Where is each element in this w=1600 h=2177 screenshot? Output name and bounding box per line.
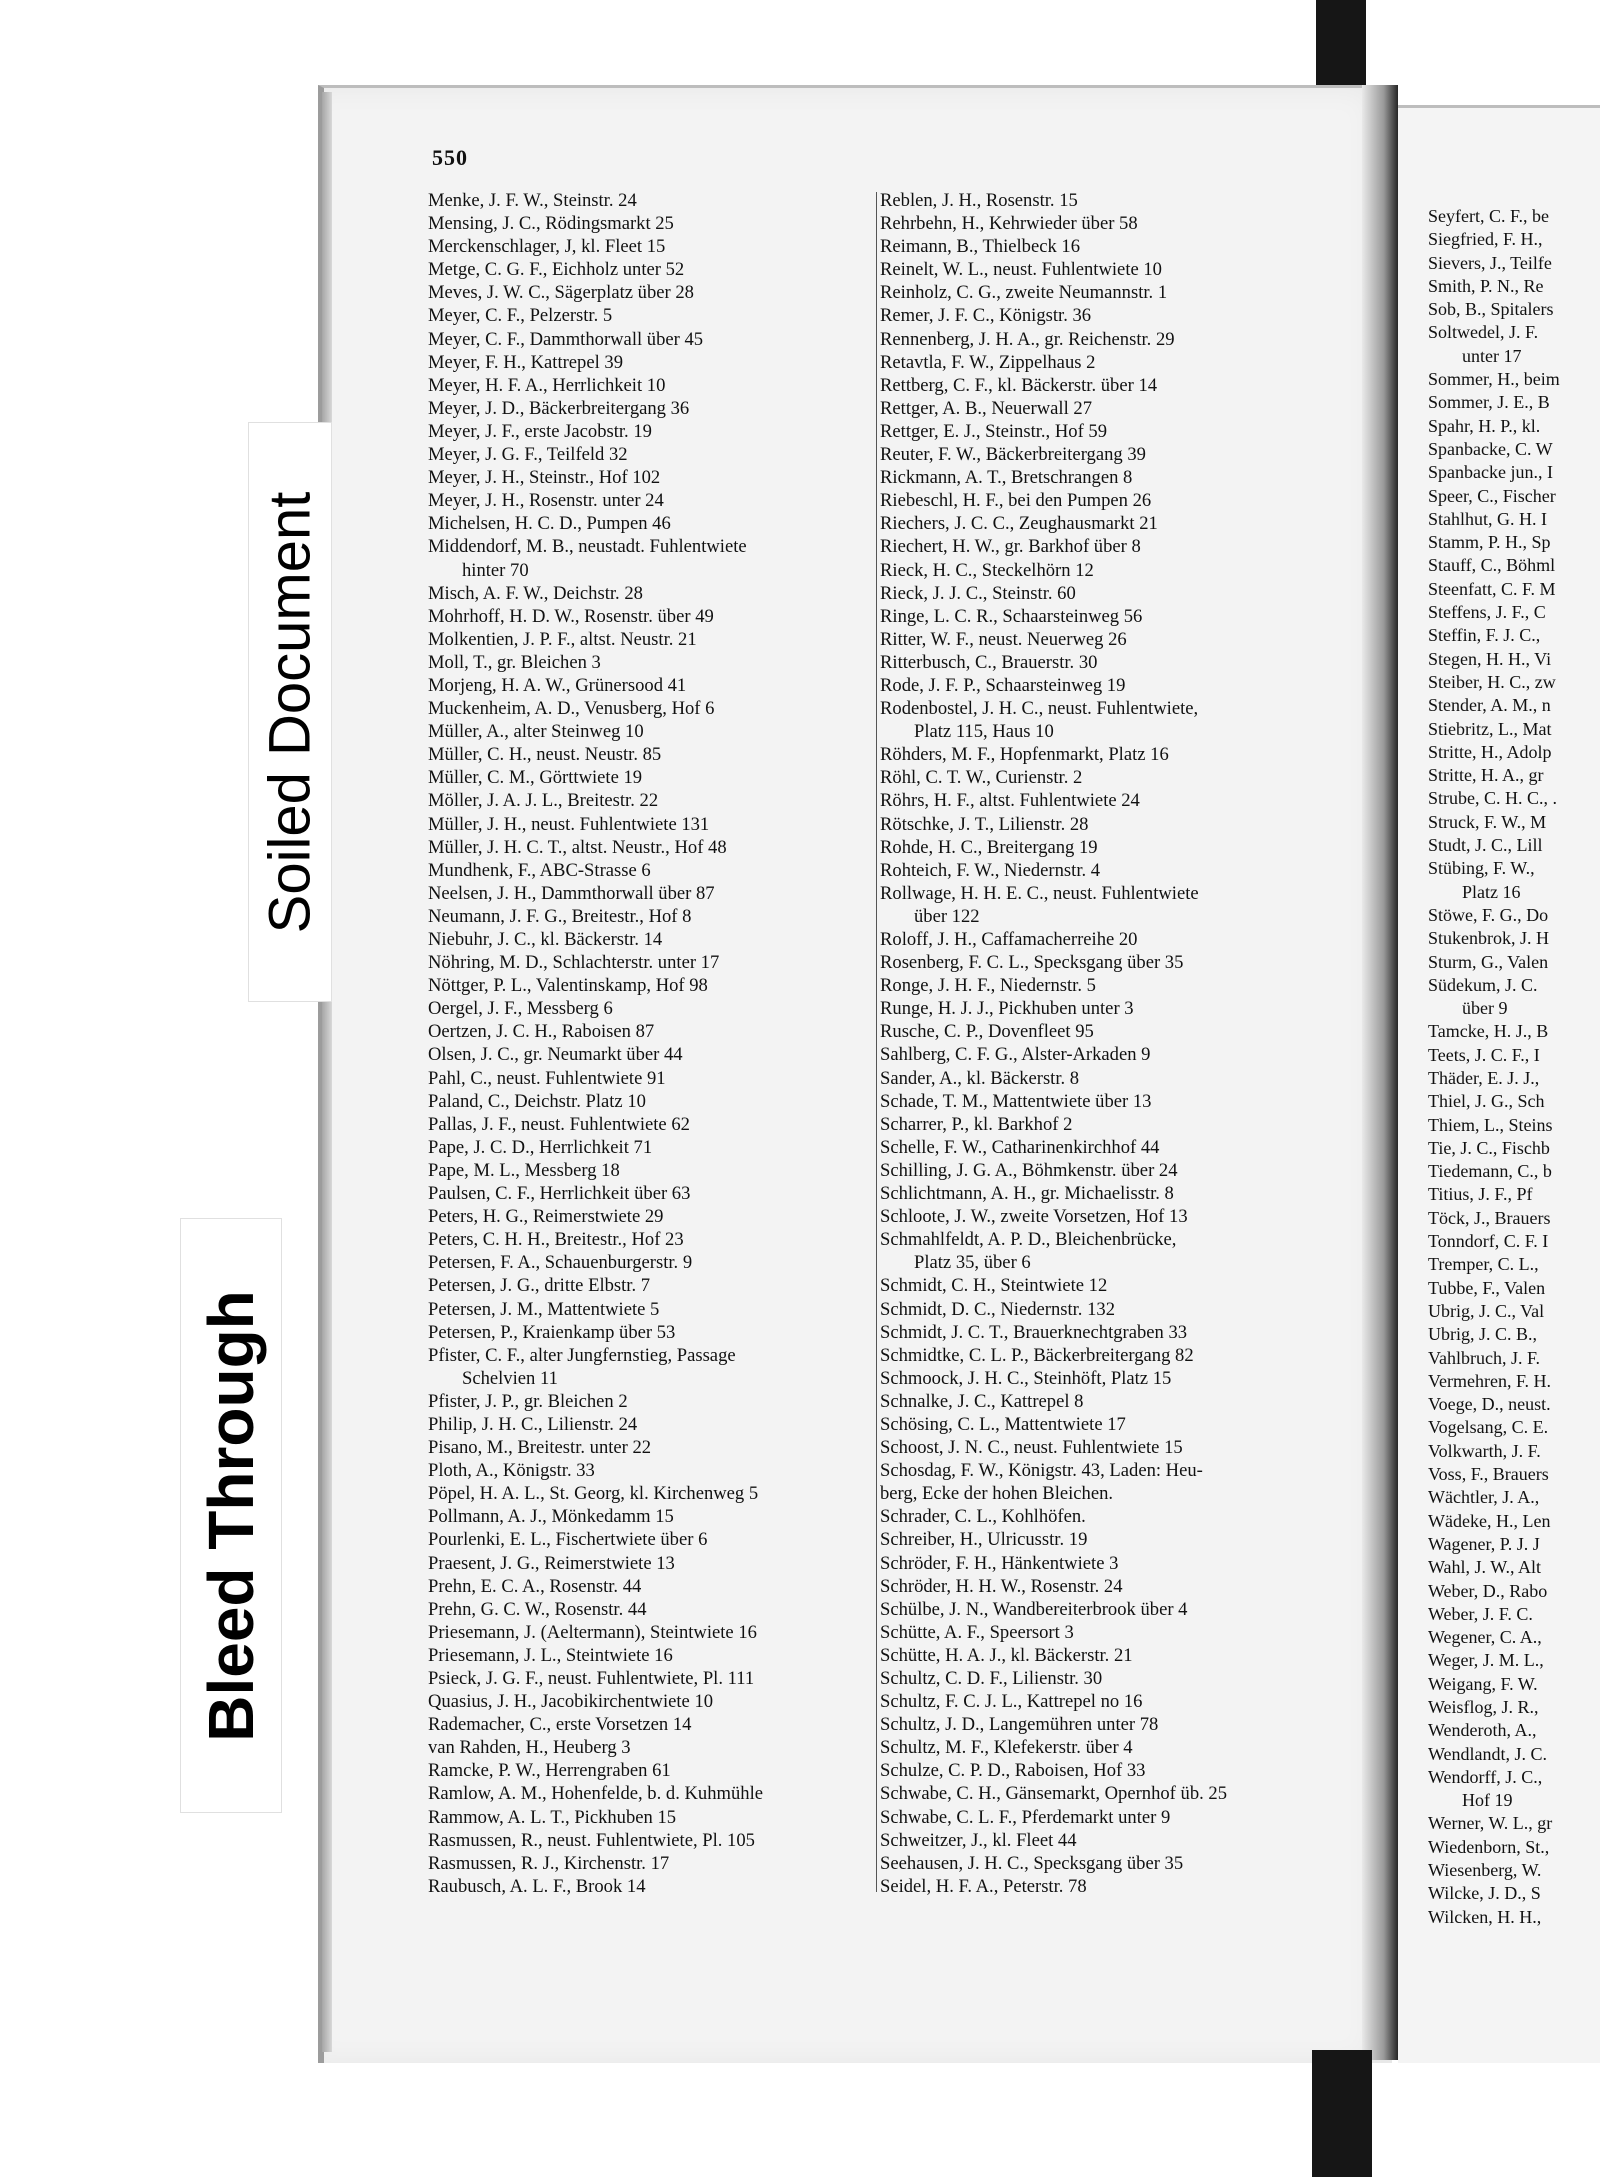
directory-entry: Pape, J. C. D., Herrlichkeit 71	[428, 1136, 653, 1158]
directory-entry: Schütte, A. F., Speersort 3	[880, 1621, 1074, 1643]
binding-gutter	[1362, 85, 1398, 2060]
directory-entry: Platz 16	[1462, 881, 1521, 902]
directory-entry: Stübing, F. W.,	[1428, 858, 1535, 879]
page-number: 550	[432, 145, 468, 170]
directory-entry: Tiedemann, C., b	[1428, 1161, 1552, 1182]
directory-entry: Reinelt, W. L., neust. Fuhlentwiete 10	[880, 259, 1162, 281]
directory-entry: Spahr, H. P., kl.	[1428, 415, 1541, 436]
directory-entry: Steenfatt, C. F. M	[1428, 578, 1556, 599]
directory-entry: unter 17	[1462, 345, 1522, 366]
directory-entry: Ubrig, J. C., Val	[1428, 1300, 1545, 1321]
left-page-edge	[322, 92, 332, 2052]
directory-entry: Schultz, M. F., Klefekerstr. über 4	[880, 1737, 1133, 1759]
directory-entry: Müller, J. H. C. T., altst. Neustr., Hof 48	[428, 836, 727, 858]
directory-entry: Schwabe, C. L. F., Pferdemarkt unter 9	[880, 1806, 1171, 1828]
directory-entry: Rickmann, A. T., Bretschrangen 8	[880, 467, 1133, 489]
directory-entry: Schultz, F. C. J. L., Kattrepel no 16	[880, 1691, 1143, 1713]
directory-entry: Wädeke, H., Len	[1428, 1510, 1551, 1531]
directory-entry: Ubrig, J. C. B.,	[1428, 1324, 1538, 1345]
directory-entry: Psieck, J. G. F., neust. Fuhlentwiete, Pl. 111	[428, 1668, 755, 1689]
directory-entry: Stender, A. M., n	[1428, 695, 1551, 716]
directory-entry: Stahlhut, G. H. I	[1428, 508, 1547, 529]
directory-entry: Schröder, H. H. W., Rosenstr. 24	[880, 1575, 1123, 1597]
directory-entry: Seyfert, C. F., be	[1428, 206, 1550, 226]
directory-entry: Weber, J. F. C.	[1428, 1603, 1533, 1624]
directory-entry: Weisflog, J. R.,	[1428, 1697, 1539, 1717]
directory-column-right	[1428, 205, 1600, 1929]
directory-entry: Sturm, G., Valen	[1428, 951, 1549, 972]
directory-entry: Reuter, F. W., Bäckerbreitergang 39	[880, 444, 1146, 466]
directory-entry: Spanbacke jun., I	[1428, 462, 1553, 483]
directory-entry: Ramlow, A. M., Hohenfelde, b. d. Kuhmühle	[428, 1783, 763, 1805]
directory-entry: Rodenbostel, J. H. C., neust. Fuhlentwiete,	[880, 698, 1199, 720]
directory-entry: Müller, C. M., Görttwiete 19	[428, 767, 643, 789]
directory-entry: Sommer, J. E., B	[1428, 392, 1550, 413]
directory-entry: Sievers, J., Teilfe	[1428, 252, 1552, 273]
directory-entry: Müller, J. H., neust. Fuhlentwiete 131	[428, 813, 710, 835]
directory-entry: Sob, B., Spitalers	[1428, 299, 1554, 320]
directory-entry: Meyer, C. F., Pelzerstr. 5	[428, 305, 613, 327]
directory-entry: Remer, J. F. C., Königstr. 36	[880, 305, 1092, 327]
directory-entry: Meyer, C. F., Dammthorwall über 45	[428, 328, 704, 350]
directory-entry: Wagener, P. J. J	[1428, 1533, 1540, 1554]
directory-entry: Runge, H. J. J., Pickhuben unter 3	[880, 998, 1134, 1020]
directory-entry: Platz 35, über 6	[914, 1252, 1031, 1274]
directory-entry: Schulze, C. P. D., Raboisen, Hof 33	[880, 1760, 1146, 1782]
directory-entry: Schülbe, J. N., Wandbereiterbrook über 4	[880, 1598, 1188, 1620]
directory-entry: Schmidt, J. C. T., Brauerknechtgraben 33	[880, 1321, 1188, 1343]
directory-entry: Peters, C. H. H., Breitestr., Hof 23	[428, 1229, 684, 1251]
scanner-edge-bottom	[1312, 2050, 1372, 2177]
soiled-document-label	[248, 422, 332, 1002]
directory-entry: Retavtla, F. W., Zippelhaus 2	[880, 351, 1096, 373]
directory-entry: Meyer, J. F., erste Jacobstr. 19	[428, 420, 652, 442]
directory-entry: Schloote, J. W., zweite Vorsetzen, Hof 13	[880, 1206, 1188, 1228]
directory-entry: Pollmann, A. J., Mönkedamm 15	[428, 1506, 674, 1528]
directory-entry: Tamcke, H. J., B	[1428, 1021, 1549, 1042]
directory-entry: Mensing, J. C., Rödingsmarkt 25	[428, 213, 674, 235]
directory-entry: Wenderoth, A.,	[1428, 1720, 1537, 1741]
directory-entry: Schilling, J. G. A., Böhmkenstr. über 24	[880, 1159, 1178, 1181]
directory-entry: Sahlberg, C. F. G., Alster-Arkaden 9	[880, 1044, 1151, 1066]
directory-entry: Rammow, A. L. T., Pickhuben 15	[428, 1806, 677, 1828]
directory-entry: Tie, J. C., Fischb	[1428, 1137, 1550, 1158]
column-divider	[876, 192, 877, 1892]
directory-entry: Meyer, H. F. A., Herrlichkeit 10	[428, 374, 666, 396]
directory-entry: Ploth, A., Königstr. 33	[428, 1460, 595, 1482]
directory-entry: Wendorff, J. C.,	[1428, 1766, 1543, 1787]
directory-entry: Petersen, F. A., Schauenburgerstr. 9	[428, 1252, 693, 1274]
directory-entry: Röhl, C. T. W., Curienstr. 2	[880, 767, 1083, 789]
directory-entry: Südekum, J. C.	[1428, 974, 1538, 995]
directory-entry: Merckenschlager, J, kl. Fleet 15	[428, 236, 666, 258]
directory-entry: Ritterbusch, C., Brauerstr. 30	[880, 651, 1098, 673]
directory-entry: Ramcke, P. W., Herrengraben 61	[428, 1760, 671, 1782]
directory-entry: Röhders, M. F., Hopfenmarkt, Platz 16	[880, 744, 1169, 766]
directory-entry: Volkwarth, J. F.	[1428, 1440, 1541, 1461]
directory-entry: Pöpel, H. A. L., St. Georg, kl. Kirchenweg 5	[428, 1483, 759, 1505]
directory-entry: Wilcken, H. H.,	[1428, 1906, 1542, 1927]
directory-entry: hinter 70	[462, 559, 529, 581]
directory-entry: Priesemann, J. L., Steintwiete 16	[428, 1644, 673, 1666]
directory-entry: Morjeng, H. A. W., Grünersood 41	[428, 674, 687, 696]
directory-entry: Meyer, J. D., Bäckerbreitergang 36	[428, 397, 690, 419]
directory-entry: Riechers, J. C. C., Zeughausmarkt 21	[880, 513, 1158, 535]
directory-entry: Spanbacke, C. W	[1428, 438, 1553, 459]
directory-entry: Pfister, J. P., gr. Bleichen 2	[428, 1390, 628, 1412]
directory-entry: Röhrs, H. F., altst. Fuhlentwiete 24	[880, 790, 1140, 812]
directory-entry: Nöhring, M. D., Schlachterstr. unter 17	[428, 952, 720, 974]
directory-entry: Thiem, L., Steins	[1428, 1114, 1553, 1135]
directory-entry: Wendlandt, J. C.	[1428, 1743, 1548, 1764]
directory-entry: Riebeschl, H. F., bei den Pumpen 26	[880, 490, 1152, 512]
directory-entry: Rettger, E. J., Steinstr., Hof 59	[880, 420, 1108, 442]
directory-entry: Stamm, P. H., Sp	[1428, 532, 1551, 553]
directory-entry: Vogelsang, C. E.	[1428, 1417, 1549, 1438]
directory-entry: Titius, J. F., Pf	[1428, 1184, 1533, 1205]
directory-entry: Petersen, P., Kraienkamp über 53	[428, 1321, 676, 1343]
directory-entry: Schnalke, J. C., Kattrepel 8	[880, 1390, 1084, 1412]
directory-entry: Riechert, H. W., gr. Barkhof über 8	[880, 536, 1141, 558]
directory-entry: Rieck, H. C., Steckelhörn 12	[880, 559, 1094, 581]
directory-entry: Olsen, J. C., gr. Neumarkt über 44	[428, 1044, 683, 1066]
directory-entry: Sommer, H., beim	[1428, 369, 1560, 390]
directory-entry: Schreiber, H., Ulricusstr. 19	[880, 1529, 1088, 1551]
directory-entry: Schultz, C. D. F., Lilienstr. 30	[880, 1668, 1103, 1689]
directory-entry: Stöwe, F. G., Do	[1428, 904, 1549, 925]
directory-entry: Ronge, J. H. F., Niedernstr. 5	[880, 975, 1096, 997]
directory-entry: Reimann, B., Thielbeck 16	[880, 236, 1081, 258]
directory-entry: Meyer, F. H., Kattrepel 39	[428, 351, 624, 373]
directory-entry: Metge, C. G. F., Eichholz unter 52	[428, 259, 685, 281]
directory-entry: Scharrer, P., kl. Barkhof 2	[880, 1113, 1073, 1135]
directory-entry: Schmidt, C. H., Steintwiete 12	[880, 1275, 1108, 1297]
directory-entry: Moll, T., gr. Bleichen 3	[428, 651, 601, 673]
directory-entry: Soltwedel, J. F.	[1428, 322, 1539, 343]
directory-entry: Weger, J. M. L.,	[1428, 1650, 1544, 1671]
directory-entry: Pisano, M., Breitestr. unter 22	[428, 1437, 652, 1459]
directory-entry: Hof 19	[1462, 1790, 1513, 1811]
directory-entry: Oergel, J. F., Messberg 6	[428, 998, 613, 1020]
directory-entry: Rosenberg, F. C. L., Specksgang über 35	[880, 952, 1184, 974]
directory-entry: über 122	[914, 905, 980, 927]
directory-entry: Steffin, F. J. C.,	[1428, 625, 1541, 646]
directory-entry: Smith, P. N., Re	[1428, 275, 1544, 296]
directory-entry: Seehausen, J. H. C., Specksgang über 35	[880, 1852, 1184, 1874]
directory-entry: Mohrhoff, H. D. W., Rosenstr. über 49	[428, 605, 714, 627]
directory-entry: berg, Ecke der hohen Bleichen.	[880, 1483, 1114, 1505]
directory-entry: Wilcke, J. D., S	[1428, 1883, 1541, 1904]
directory-entry: Rehrbehn, H., Kehrwieder über 58	[880, 213, 1138, 235]
directory-entry: Niebuhr, J. C., kl. Bäckerstr. 14	[428, 929, 663, 950]
directory-entry: Studt, J. C., Lill	[1428, 835, 1543, 856]
directory-entry: Stritte, H., Adolp	[1428, 741, 1552, 762]
directory-entry: Neumann, J. F. G., Breitestr., Hof 8	[428, 905, 692, 927]
directory-entry: Möller, J. A. J. L., Breitestr. 22	[428, 790, 659, 812]
directory-entry: Schütte, H. A. J., kl. Bäckerstr. 21	[880, 1644, 1133, 1666]
directory-entry: Middendorf, M. B., neustadt. Fuhlentwiete	[428, 536, 747, 558]
directory-entry: Wegener, C. A.,	[1428, 1627, 1542, 1648]
directory-entry: Prehn, E. C. A., Rosenstr. 44	[428, 1575, 642, 1597]
directory-entry: Philip, J. H. C., Lilienstr. 24	[428, 1413, 638, 1435]
directory-entry: Nöttger, P. L., Valentinskamp, Hof 98	[428, 975, 708, 997]
directory-entry: Wächtler, J. A.,	[1428, 1487, 1540, 1508]
directory-entry: Tubbe, F., Valen	[1428, 1277, 1546, 1298]
directory-entry: Reblen, J. H., Rosenstr. 15	[880, 190, 1078, 211]
directory-entry: Schmidt, D. C., Niedernstr. 132	[880, 1298, 1115, 1320]
directory-entry: Michelsen, H. C. D., Pumpen 46	[428, 513, 671, 535]
directory-entry: Rötschke, J. T., Lilienstr. 28	[880, 813, 1089, 835]
directory-entry: Prehn, G. C. W., Rosenstr. 44	[428, 1598, 647, 1620]
directory-entry: Stiebritz, L., Mat	[1428, 718, 1552, 739]
directory-entry: Quasius, J. H., Jacobikirchentwiete 10	[428, 1691, 714, 1713]
directory-entry: Schröder, F. H., Hänkentwiete 3	[880, 1552, 1119, 1574]
directory-entry: Schrader, C. L., Kohlhöfen.	[880, 1506, 1086, 1528]
directory-entry: Wiesenberg, W.	[1428, 1860, 1542, 1881]
directory-entry: Siegfried, F. H.,	[1428, 229, 1543, 250]
directory-entry: Rettger, A. B., Neuerwall 27	[880, 397, 1093, 419]
directory-entry: Sander, A., kl. Bäckerstr. 8	[880, 1067, 1080, 1089]
directory-entry: Reinholz, C. G., zweite Neumannstr. 1	[880, 282, 1168, 304]
directory-entry: Mundhenk, F., ABC-Strasse 6	[428, 859, 651, 881]
directory-entry: Stukenbrok, J. H	[1428, 928, 1549, 949]
directory-entry: Müller, A., alter Steinweg 10	[428, 721, 644, 743]
directory-entry: Meyer, J. G. F., Teilfeld 32	[428, 444, 628, 466]
directory-entry: Steffens, J. F., C	[1428, 602, 1546, 623]
directory-entry: Schelvien 11	[462, 1367, 558, 1389]
directory-entry: Schosdag, F. W., Königstr. 43, Laden: Heu-	[880, 1460, 1203, 1482]
directory-entry: Schlichtmann, A. H., gr. Michaelisstr. 8	[880, 1183, 1174, 1205]
directory-entry: Steiber, H. C., zw	[1428, 671, 1556, 692]
directory-entry: Voss, F., Brauers	[1428, 1464, 1549, 1485]
directory-entry: Rettberg, C. F., kl. Bäckerstr. über 14	[880, 374, 1158, 396]
directory-entry: Paland, C., Deichstr. Platz 10	[428, 1090, 646, 1112]
directory-entry: Stritte, H. A., gr	[1428, 765, 1544, 786]
directory-column-middle	[880, 189, 1362, 1898]
directory-entry: Roloff, J. H., Caffamacherreihe 20	[880, 929, 1138, 950]
directory-entry: Tonndorf, C. F. I	[1428, 1231, 1549, 1252]
directory-entry: Rasmussen, R., neust. Fuhlentwiete, Pl. 105	[428, 1829, 755, 1851]
directory-entry: Pallas, J. F., neust. Fuhlentwiete 62	[428, 1113, 690, 1135]
directory-entry: Raubusch, A. L. F., Brook 14	[428, 1875, 646, 1897]
directory-entry: über 9	[1462, 998, 1508, 1019]
directory-entry: Menke, J. F. W., Steinstr. 24	[428, 190, 637, 211]
directory-entry: Rusche, C. P., Dovenfleet 95	[880, 1021, 1094, 1043]
directory-entry: Rohde, H. C., Breitergang 19	[880, 836, 1098, 858]
directory-entry: Ritter, W. F., neust. Neuerweg 26	[880, 628, 1127, 650]
directory-entry: Schweitzer, J., kl. Fleet 44	[880, 1829, 1077, 1851]
directory-entry: Rieck, J. J. C., Steinstr. 60	[880, 582, 1076, 604]
directory-entry: Misch, A. F. W., Deichstr. 28	[428, 582, 643, 604]
directory-entry: Praesent, J. G., Reimerstwiete 13	[428, 1552, 675, 1574]
directory-entry: Töck, J., Brauers	[1428, 1207, 1551, 1228]
directory-entry: Rollwage, H. H. E. C., neust. Fuhlentwiete	[880, 882, 1199, 904]
directory-entry: Platz 115, Haus 10	[914, 721, 1054, 743]
directory-entry: Stauff, C., Böhml	[1428, 555, 1556, 576]
directory-entry: Petersen, J. G., dritte Elbstr. 7	[428, 1275, 651, 1297]
directory-entry: Strube, C. H. C., .	[1428, 788, 1558, 809]
directory-entry: Schade, T. M., Mattentwiete über 13	[880, 1090, 1152, 1112]
directory-entry: Pahl, C., neust. Fuhlentwiete 91	[428, 1067, 666, 1089]
directory-entry: Tremper, C. L.,	[1428, 1254, 1539, 1275]
directory-entry: Pourlenki, E. L., Fischertwiete über 6	[428, 1529, 708, 1551]
directory-entry: Pape, M. L., Messberg 18	[428, 1159, 620, 1181]
directory-entry: Rohteich, F. W., Niedernstr. 4	[880, 859, 1101, 881]
directory-entry: Werner, W. L., gr	[1428, 1813, 1553, 1834]
directory-entry: Priesemann, J. (Aeltermann), Steintwiete 16	[428, 1621, 757, 1643]
directory-entry: Voege, D., neust.	[1428, 1394, 1551, 1415]
soiled-document-text: Soiled Document	[257, 491, 323, 933]
directory-entry: Wiedenborn, St.,	[1428, 1836, 1550, 1857]
directory-entry: Müller, C. H., neust. Neustr. 85	[428, 744, 662, 766]
directory-entry: Weber, D., Rabo	[1428, 1580, 1548, 1601]
directory-entry: Thäder, E. J. J.,	[1428, 1067, 1540, 1088]
directory-entry: Rennenberg, J. H. A., gr. Reichenstr. 29	[880, 328, 1175, 350]
directory-entry: Schmidtke, C. L. P., Bäckerbreitergang 82	[880, 1344, 1194, 1366]
directory-entry: Schwabe, C. H., Gänsemarkt, Opernhof üb. 25	[880, 1783, 1228, 1805]
directory-entry: Schösing, C. L., Mattentwiete 17	[880, 1413, 1126, 1435]
directory-entry: Paulsen, C. F., Herrlichkeit über 63	[428, 1183, 691, 1205]
directory-entry: Rademacher, C., erste Vorsetzen 14	[428, 1714, 692, 1736]
directory-entry: Seidel, H. F. A., Peterstr. 78	[880, 1875, 1087, 1897]
directory-entry: Weigang, F. W.	[1428, 1673, 1538, 1694]
directory-entry: Vermehren, F. H.	[1428, 1370, 1552, 1391]
directory-entry: Meyer, J. H., Steinstr., Hof 102	[428, 467, 661, 489]
directory-entry: Oertzen, J. C. H., Raboisen 87	[428, 1021, 655, 1043]
directory-entry: Meyer, J. H., Rosenstr. unter 24	[428, 490, 664, 512]
directory-entry: Struck, F. W., M	[1428, 811, 1547, 832]
directory-entry: Rasmussen, R. J., Kirchenstr. 17	[428, 1852, 670, 1874]
directory-entry: Neelsen, J. H., Dammthorwall über 87	[428, 882, 715, 904]
directory-entry: Rode, J. F. P., Schaarsteinweg 19	[880, 674, 1126, 696]
directory-entry: Thiel, J. G., Sch	[1428, 1091, 1545, 1112]
directory-entry: Teets, J. C. F., I	[1428, 1044, 1540, 1065]
directory-entry: Stegen, H. H., Vi	[1428, 648, 1552, 669]
directory-entry: Wahl, J. W., Alt	[1428, 1557, 1542, 1578]
directory-entry: van Rahden, H., Heuberg 3	[428, 1737, 631, 1759]
directory-column-left	[428, 189, 876, 1898]
directory-entry: Peters, H. G., Reimerstwiete 29	[428, 1206, 664, 1228]
directory-entry: Schmahlfeldt, A. P. D., Bleichenbrücke,	[880, 1229, 1177, 1251]
directory-entry: Schultz, J. D., Langemühren unter 78	[880, 1714, 1159, 1736]
directory-entry: Schoost, J. N. C., neust. Fuhlentwiete 15	[880, 1437, 1183, 1459]
directory-entry: Speer, C., Fischer	[1428, 485, 1556, 506]
directory-entry: Meves, J. W. C., Sägerplatz über 28	[428, 282, 694, 304]
directory-entry: Pfister, C. F., alter Jungfernstieg, Passage	[428, 1344, 736, 1366]
directory-entry: Vahlbruch, J. F.	[1428, 1347, 1541, 1368]
directory-entry: Molkentien, J. P. F., altst. Neustr. 21	[428, 628, 697, 650]
directory-entry: Muckenheim, A. D., Venusberg, Hof 6	[428, 698, 715, 720]
bleed-through-label	[180, 1218, 282, 1813]
directory-entry: Ringe, L. C. R., Schaarsteinweg 56	[880, 605, 1143, 627]
directory-entry: Schelle, F. W., Catharinenkirchhof 44	[880, 1136, 1160, 1158]
directory-entry: Petersen, J. M., Mattentwiete 5	[428, 1298, 660, 1320]
directory-entry: Schmoock, J. H. C., Steinhöft, Platz 15	[880, 1367, 1172, 1389]
bleed-through-text: Bleed Through	[195, 1289, 267, 1742]
